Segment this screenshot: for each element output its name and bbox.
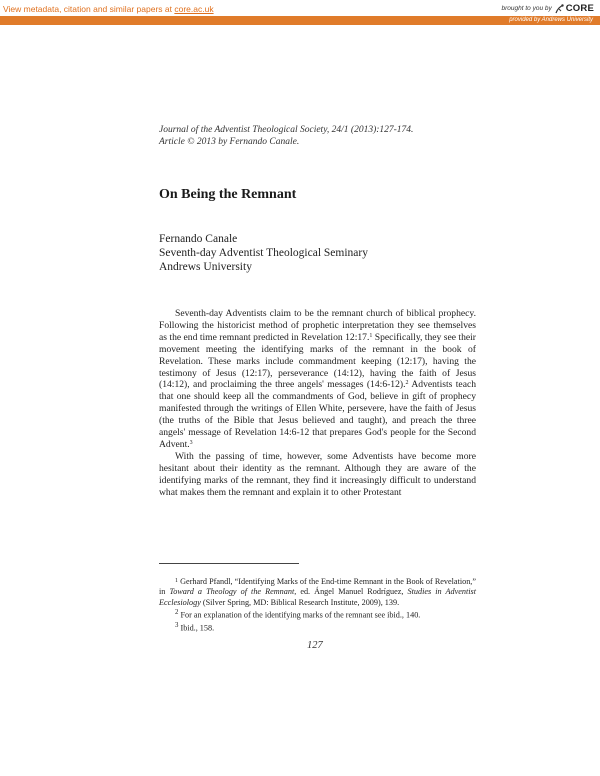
journal-citation <box>159 124 413 148</box>
footnote-1-text-b: , ed. Ángel Manuel Rodríguez, <box>294 587 408 597</box>
core-logo <box>555 3 594 14</box>
body-paragraph-2: With the passing of time, however, some Adventists have become more hesitant about their identity as the remnant. Although they are aware of the identifying marks of the remnant, they find it increasingly difficult to understand what makes them the remnant and explain it to other Protestant <box>159 450 476 498</box>
footnote-ref-1: 1 <box>369 332 373 339</box>
footnote-ref-2: 2 <box>405 380 409 387</box>
footnote-2-text: For an explanation of the identifying marks of the remnant see ibid., 140. <box>178 610 421 620</box>
footnote-1-text-a: Gerhard Pfandl, “Identifying Marks of the End-time Remnant in the Book of Revelation,” in <box>159 577 476 597</box>
footnote-2-number: 2 <box>175 608 179 616</box>
core-logo-icon <box>555 4 564 14</box>
article-body <box>159 308 476 499</box>
footnote-1-title-2: Studies in Adventist Ecclesiology <box>159 587 476 607</box>
core-wordmark: CORE <box>565 3 594 14</box>
footnote-ref-3: 3 <box>189 439 193 446</box>
footnote-2 <box>159 608 476 621</box>
body-paragraph-1 <box>159 308 476 451</box>
footnotes <box>159 577 476 634</box>
footnote-divider <box>159 563 299 564</box>
footnote-1-text-c: (Silver Spring, MD: Biblical Research Institute, 2009), 139. <box>200 597 400 607</box>
provided-by-text: provided by Andrews University <box>509 17 593 23</box>
brought-to-you-text: brought to you by <box>501 5 552 12</box>
footnote-1 <box>159 577 476 608</box>
footnote-3-text: Ibid., 158. <box>178 623 215 633</box>
footnote-3-number: 3 <box>175 621 179 629</box>
p1-text-a: Seventh-day Adventists claim to be the remnant church of biblical prophecy. Following the historicist method of prophetic interpretation they see themselves as the end time remnant predicted in Revelation 12:17. <box>159 308 476 343</box>
core-brand[interactable] <box>502 3 594 14</box>
author-block <box>159 232 368 274</box>
footnote-3 <box>159 621 476 634</box>
footnote-1-title-1: Toward a Theology of the Remnant <box>169 587 295 597</box>
author-affiliation-2: Andrews University <box>159 261 252 273</box>
article-copyright-line: Article © 2013 by Fernando Canale. <box>159 137 300 147</box>
page-number: 127 <box>307 640 323 651</box>
core-link[interactable]: core.ac.uk <box>174 4 214 14</box>
core-banner <box>0 0 600 26</box>
p1-text-c: Adventists teach that one should keep all the commandments of God, believe in gift of prophecy manifested through the writings of Ellen White, persevere, have the faith of Jesus (the truths of the Bible that Jesus believed and taught), and preach the three angels' message of Revelation 14:6-12 that prepares God's people for the Second Advent. <box>159 379 477 450</box>
footnote-1-number: 1 <box>175 578 178 584</box>
core-provider-bar <box>0 16 600 25</box>
journal-line: Journal of the Adventist Theological Society, 24/1 (2013):127-174. <box>159 125 414 135</box>
p1-text-b: Specifically, they see their movement meeting the identifying marks of the remnant in the book of Revelation. These marks include commandment keeping (12:17), having the testimony of Jesus (12:17), perseverance (14:12), having the faith of Jesus (14:12), and proclaiming the three angels' messages (14:6-12). <box>159 331 476 391</box>
author-affiliation-1: Seventh-day Adventist Theological Seminary <box>159 247 368 259</box>
core-metadata-link-line <box>3 4 214 14</box>
article-title: On Being the Remnant <box>159 187 297 202</box>
author-name: Fernando Canale <box>159 233 238 245</box>
core-metadata-text: View metadata, citation and similar papers at <box>3 4 175 14</box>
